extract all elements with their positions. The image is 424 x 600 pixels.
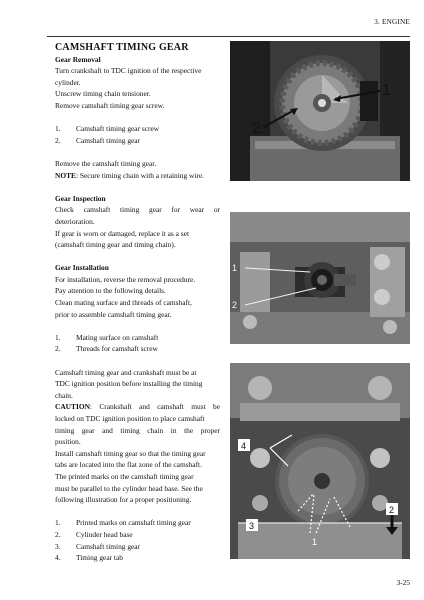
list-item: 2. Camshaft timing gear	[55, 135, 141, 145]
caution-label: CAUTION	[55, 402, 90, 412]
text-line: Unscrew timing chain tensioner.	[55, 89, 151, 99]
text-line: position.	[55, 437, 81, 447]
callout-2: 2	[252, 120, 261, 137]
gear-inspection-heading: Gear Inspection	[55, 193, 106, 203]
text-line: Pay attention to the following details.	[55, 286, 166, 296]
page-title: CAMSHAFT TIMING GEAR	[55, 42, 189, 53]
text-line: tabs are located into the flat zone of the camshaft.	[55, 460, 202, 470]
list-item: 4. Timing gear tab	[55, 553, 123, 563]
note-line: NOTE: Secure timing chain with a retaining wire.	[55, 170, 205, 180]
list-item: 1. Printed marks on camshaft timing gear	[55, 518, 191, 528]
text-line: chain.	[55, 390, 73, 400]
list-item: 3. Camshaft timing gear	[55, 541, 141, 551]
callout-3: 3	[249, 521, 255, 531]
note-label: NOTE	[55, 170, 76, 180]
figure-gear-positioning	[230, 363, 410, 559]
caution-line: CAUTION: Crankshaft and camshaft must be	[55, 402, 220, 412]
text-line: Install camshaft timing gear so that the timing gear	[55, 448, 206, 458]
list-item: 1. Mating surface on camshaft	[55, 332, 159, 342]
figure-camshaft-installation	[230, 212, 410, 344]
engine-photo-3	[230, 363, 410, 559]
text-line: Camshaft timing gear and crankshaft must be at	[55, 367, 197, 377]
text-line: following illustration for a proper positioning.	[55, 495, 192, 505]
page-number: 3-25	[396, 578, 410, 587]
text-line: TDC ignition position before installing the timing	[55, 379, 203, 389]
text-line: Remove the camshaft timing gear.	[55, 158, 157, 168]
text-line: prior to assemble camshaft timing gear.	[55, 309, 172, 319]
header-rule	[47, 36, 410, 37]
gear-removal-heading: Gear Removal	[55, 54, 101, 64]
engine-photo-2	[230, 212, 410, 344]
text-line: Turn crankshaft to TDC ignition of the respective	[55, 66, 202, 76]
text-line: timing gear and timing chain in the proper	[55, 425, 220, 435]
text-line: deterioration.	[55, 216, 95, 226]
callout-1: 1	[232, 263, 238, 273]
section-title: 3. ENGINE	[374, 18, 410, 26]
text-line: must be parallel to the cylinder head base. See the	[55, 483, 203, 493]
list-item: 2. Threads for camshaft screw	[55, 344, 158, 354]
figure-gear-removal	[230, 41, 410, 181]
text-line: Check camshaft timing gear for wear or	[55, 205, 220, 215]
text-line: If gear is worn or damaged, replace it as a set	[55, 228, 189, 238]
engine-photo-1	[230, 41, 410, 181]
callout-2: 2	[389, 505, 395, 515]
list-item: 1. Camshaft timing gear screw	[55, 124, 160, 134]
text-line: cylinder.	[55, 77, 81, 87]
text-column	[55, 42, 220, 564]
callout-2: 2	[232, 300, 238, 310]
callout-1: 1	[382, 82, 391, 99]
list-item: 2. Cylinder head base	[55, 529, 133, 539]
text-line: Clean mating surface and threads of camshaft,	[55, 298, 192, 308]
text-line: (camshaft timing gear and timing chain).	[55, 240, 176, 250]
gear-installation-heading: Gear Installation	[55, 263, 109, 273]
text-line: For installation, reverse the removal procedure.	[55, 274, 196, 284]
callout-4: 4	[241, 441, 247, 451]
callout-1: 1	[312, 537, 318, 547]
text-line: The printed marks on the camshaft timing gear	[55, 471, 194, 481]
text-line: locked on TDC ignition position to place camshaft	[55, 414, 205, 423]
text-line: Remove camshaft timing gear screw.	[55, 100, 165, 110]
